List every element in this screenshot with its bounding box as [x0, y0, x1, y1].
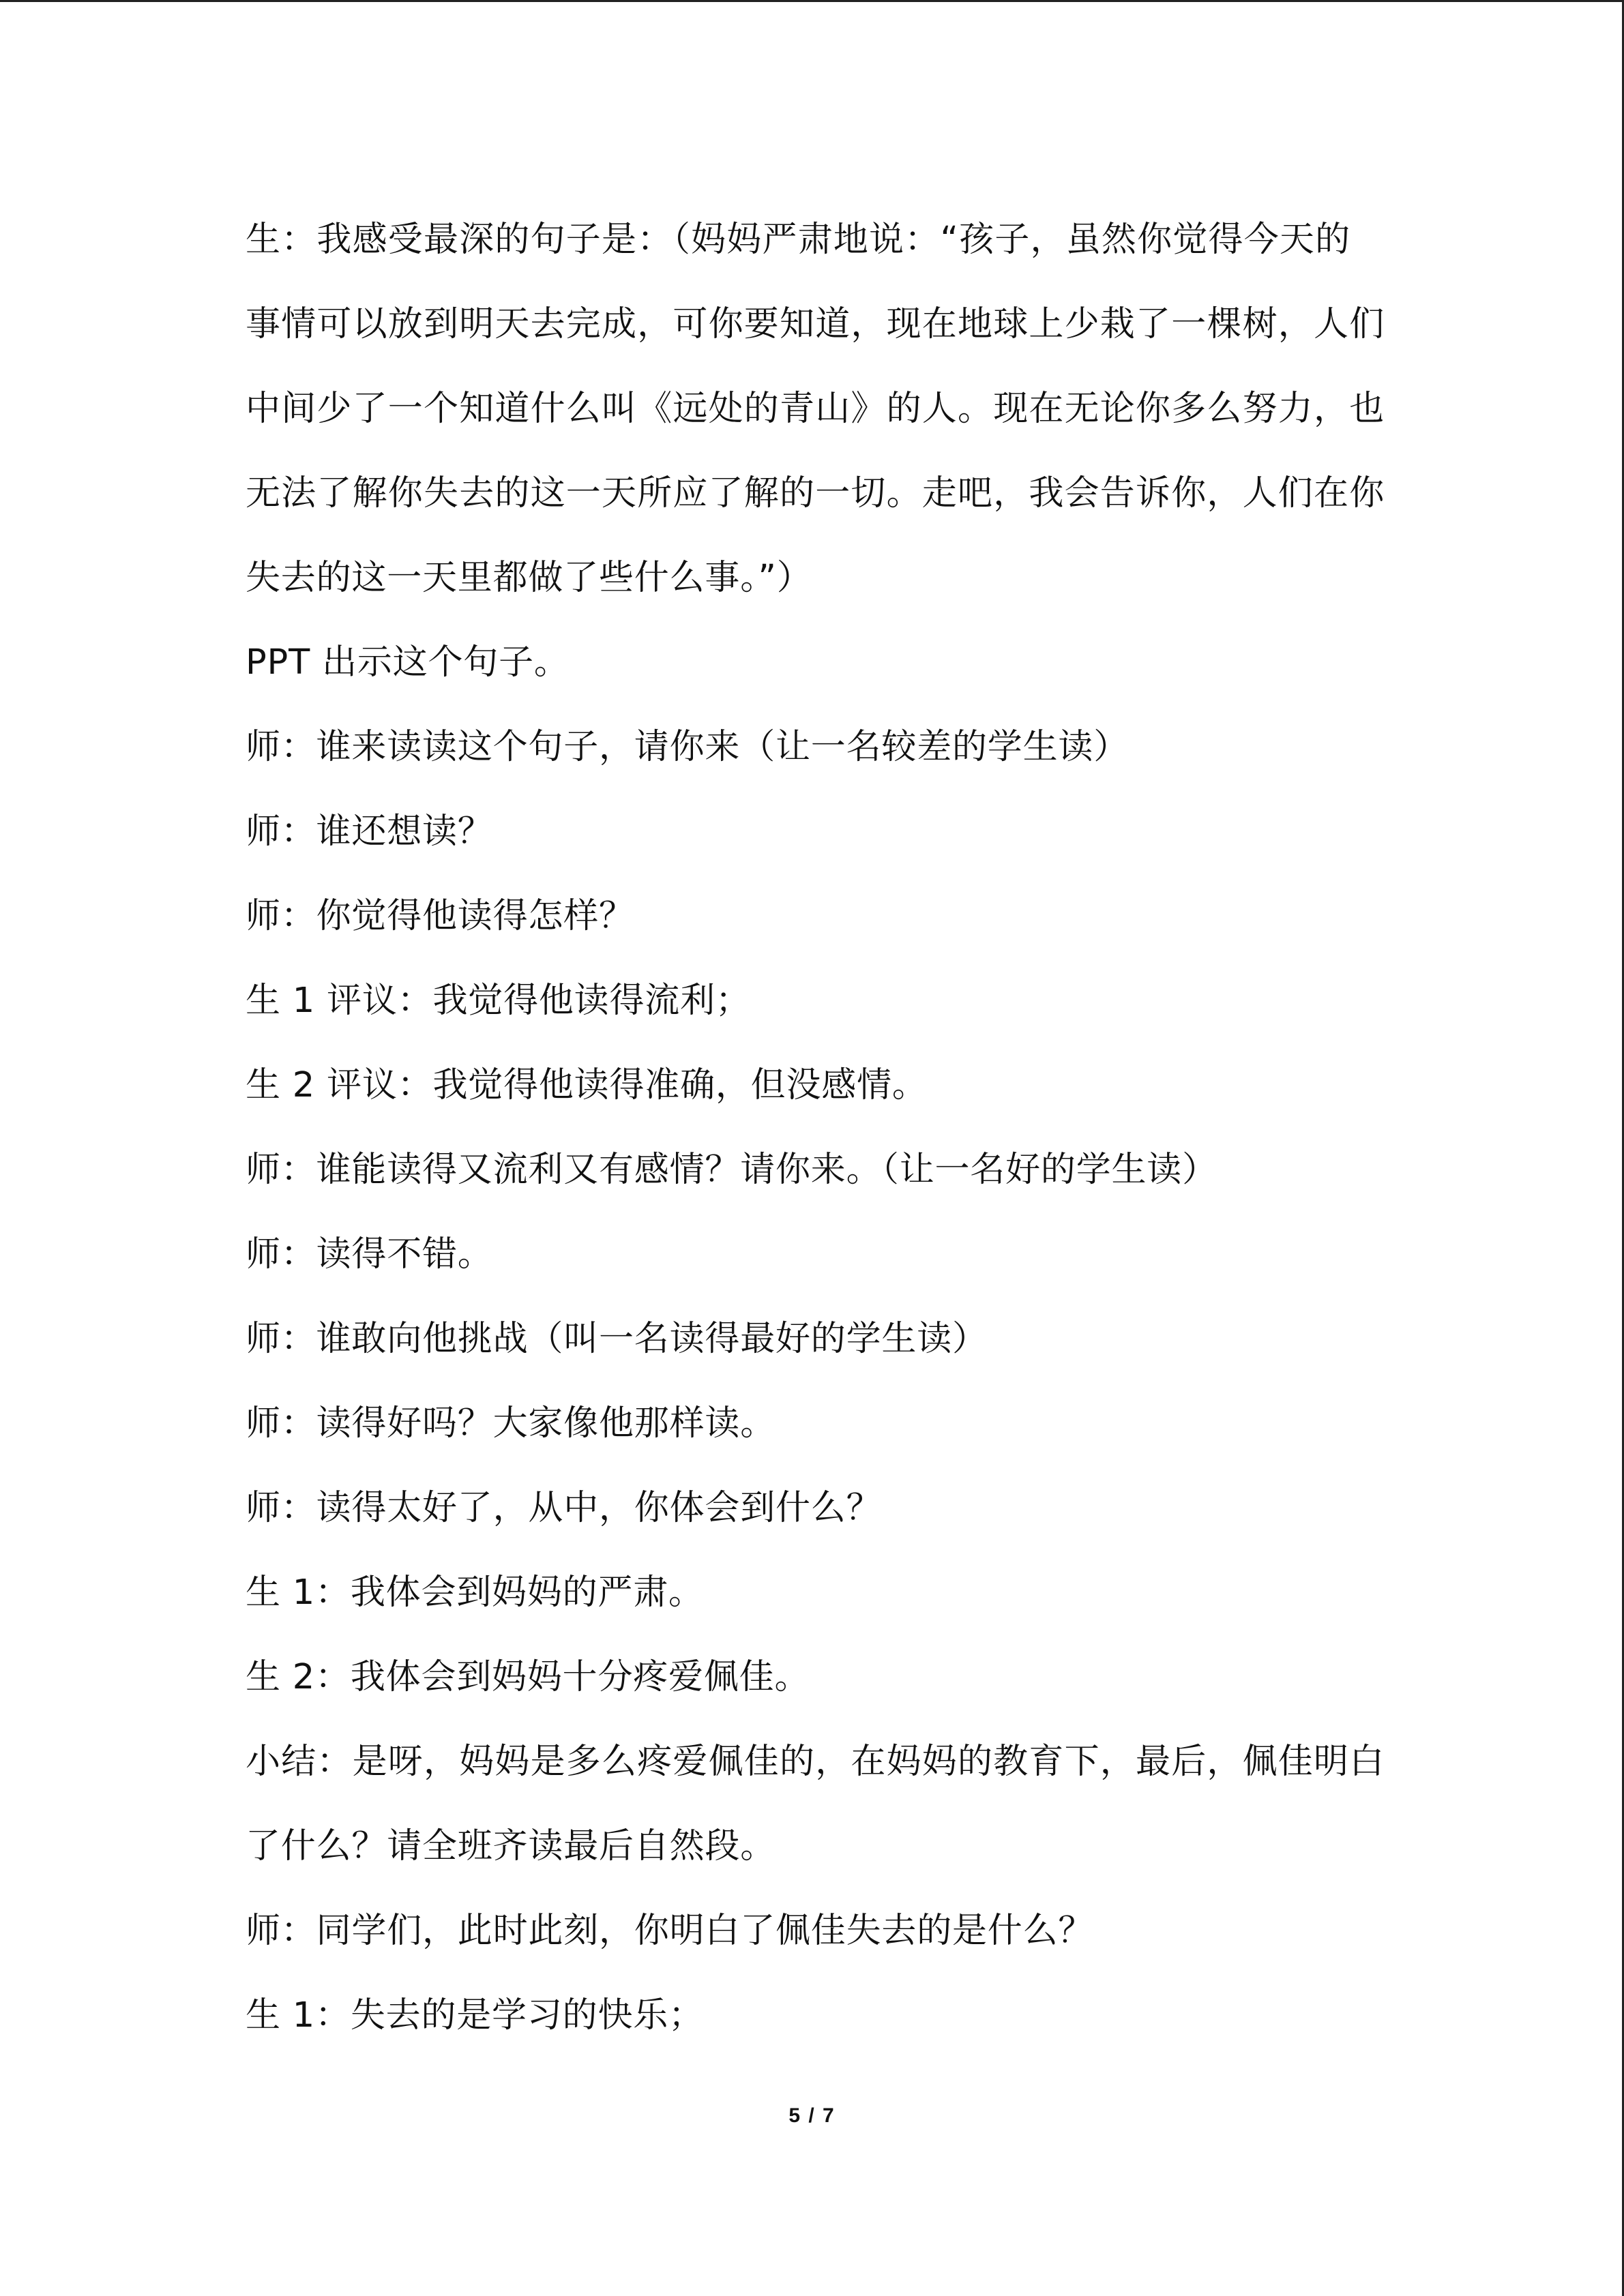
- text-line: 生 2：我体会到妈妈十分疼爱佩佳。: [246, 1657, 810, 1697]
- text-line: 中间少了一个知道什么叫《远处的青山》的人。现在无论你多么努力，也: [246, 389, 1385, 429]
- text-line: 事情可以放到明天去完成，可你要知道，现在地球上少栽了一棵树，人们: [246, 304, 1385, 344]
- text-line: 生 1 评议：我觉得他读得流利；: [246, 981, 751, 1021]
- text-line: 师：读得好吗？大家像他那样读。: [246, 1403, 776, 1444]
- page-number: 5 / 7: [788, 2104, 836, 2127]
- text-line: 失去的这一天里都做了些什么事。”）: [246, 558, 812, 598]
- text-line: 师：谁还想读？: [246, 811, 493, 852]
- page-top-border: [0, 0, 1624, 2]
- text-line: 生 1：失去的是学习的快乐；: [246, 1995, 704, 2036]
- text-line: 了什么？请全班齐读最后自然段。: [246, 1826, 776, 1866]
- text-line: 师：同学们，此时此刻，你明白了佩佳失去的是什么？: [246, 1911, 1094, 1951]
- text-line: 师：谁敢向他挑战（叫一名读得最好的学生读）: [246, 1319, 988, 1359]
- text-line: 师：你觉得他读得怎样？: [246, 896, 634, 936]
- text-line: 师：谁来读读这个句子，请你来（让一名较差的学生读）: [246, 727, 1130, 767]
- text-line: 生 2 评议：我觉得他读得准确，但没感情。: [246, 1065, 928, 1105]
- text-line: 师：读得太好了，从中，你体会到什么？: [246, 1488, 882, 1528]
- text-line: 无法了解你失去的这一天所应了解的一切。走吧，我会告诉你，人们在你: [246, 473, 1385, 513]
- text-line: 生 1：我体会到妈妈的严肃。: [246, 1572, 704, 1613]
- text-line: PPT 出示这个句子。: [246, 642, 570, 683]
- text-line: 师：读得不错。: [246, 1234, 493, 1274]
- text-line: 师：谁能读得又流利又有感情？请你来。（让一名好的学生读）: [246, 1150, 1217, 1190]
- text-line: 小结：是呀，妈妈是多么疼爱佩佳的，在妈妈的教育下，最后，佩佳明白: [246, 1742, 1385, 1782]
- text-line: 生：我感受最深的句子是：（妈妈严肃地说：“孩子，虽然你觉得今天的: [246, 220, 1351, 260]
